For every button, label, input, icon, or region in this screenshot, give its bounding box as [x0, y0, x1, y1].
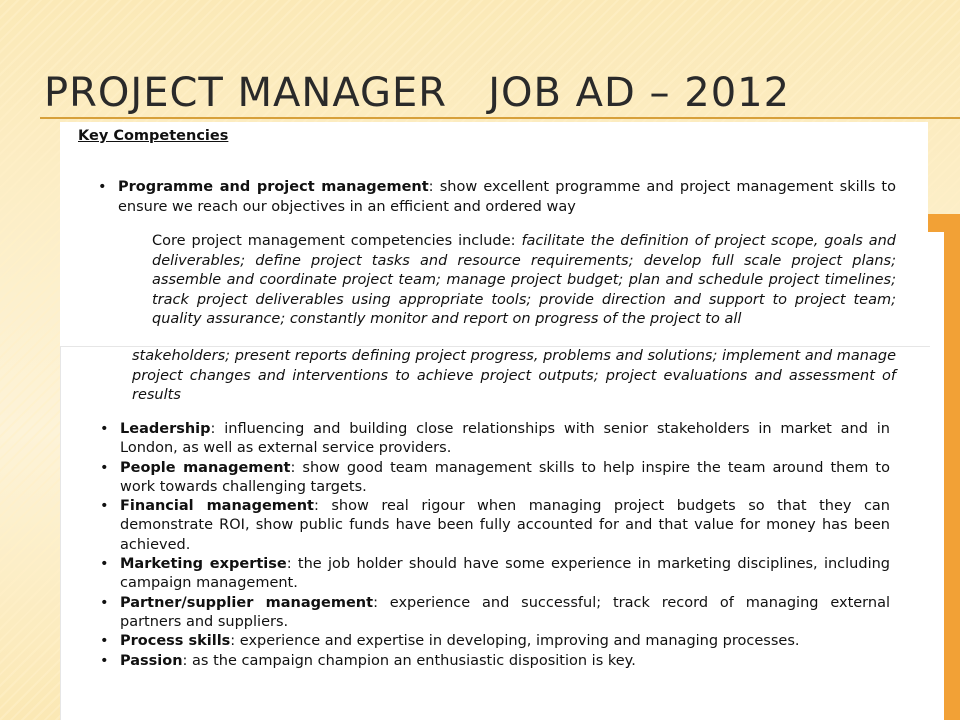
document-image: [60, 122, 928, 720]
bullet-dot: •: [100, 652, 109, 669]
list-item: [100, 420, 890, 459]
list-item: [100, 555, 890, 594]
bullet-dot: •: [98, 179, 107, 195]
list-item: [100, 459, 890, 498]
core-competencies-continued: [132, 347, 896, 406]
core-intro: Core project management competencies include:: [152, 233, 522, 249]
document-crop-seam: [60, 346, 930, 347]
competency-text: : show real rigour when managing project budgets so that they can demonstrate ROI, show public funds have been fully accounted for and that value for money has been achieved.: [120, 498, 890, 553]
competency-text: : the job holder should have some experience in marketing disciplines, including campaign management.: [120, 556, 890, 592]
list-item: [100, 497, 890, 555]
competency-text: : influencing and building close relationships with senior stakeholders in market and in London, as well as external service providers.: [120, 421, 890, 457]
bullet-dot: •: [100, 498, 109, 515]
document-crop-seam-vertical: [60, 346, 61, 720]
core-items-part1: facilitate the definition of project scope, goals and deliverables; define project tasks and resource requirements; develop full scale project plans; assemble and coordinate project team; manage project budget; plan and schedule project timelines; track project deliverables using appropriate tools; provide direction and support to project team; quality assurance; constantly monitor and report on progress of the project to all: [152, 233, 896, 327]
bullet-dot: •: [100, 633, 109, 650]
competency-text: : show good team management skills to help inspire the team around them to work towards challenging targets.: [120, 459, 890, 495]
programme-text: : show excellent programme and project management skills to ensure we reach our objectives in an efficient and ordered way: [118, 179, 896, 215]
competency-label: Passion: [120, 652, 183, 669]
competency-label: Financial management: [120, 498, 314, 515]
list-item: [100, 652, 890, 671]
title-underline: [40, 117, 960, 119]
core-competencies-paragraph: [152, 232, 896, 330]
competency-label: Partner/supplier management: [120, 594, 374, 611]
bullet-dot: •: [100, 459, 109, 476]
accent-bar-corner: [944, 694, 960, 720]
list-item: [100, 594, 890, 633]
competency-label: Leadership: [120, 421, 211, 437]
competency-text: : as the campaign champion an enthusiastic disposition is key.: [182, 652, 636, 669]
programme-bullet: [98, 178, 896, 217]
competency-label: Marketing expertise: [120, 556, 287, 573]
competency-text: : experience and expertise in developing, improving and managing processes.: [230, 633, 800, 650]
core-items-part2: stakeholders; present reports defining project progress, problems and solutions; implement and manage project changes and interventions to achieve project outputs; project evaluations and assessment of results: [132, 348, 896, 403]
list-item: [100, 632, 890, 651]
document-image-lower-edge: [928, 232, 944, 720]
programme-label: Programme and project management: [118, 179, 429, 195]
bullet-dot: •: [100, 421, 109, 437]
competency-label: Process skills: [120, 633, 231, 650]
competency-label: People management: [120, 459, 291, 476]
slide-title: PROJECT MANAGER JOB AD – 2012: [44, 70, 791, 116]
bullet-dot: •: [100, 556, 109, 573]
competency-list: [100, 420, 890, 671]
key-competencies-heading: Key Competencies: [78, 128, 229, 144]
bullet-dot: •: [100, 594, 109, 611]
competency-text: : experience and successful; track record of managing external partners and suppliers.: [120, 594, 890, 630]
